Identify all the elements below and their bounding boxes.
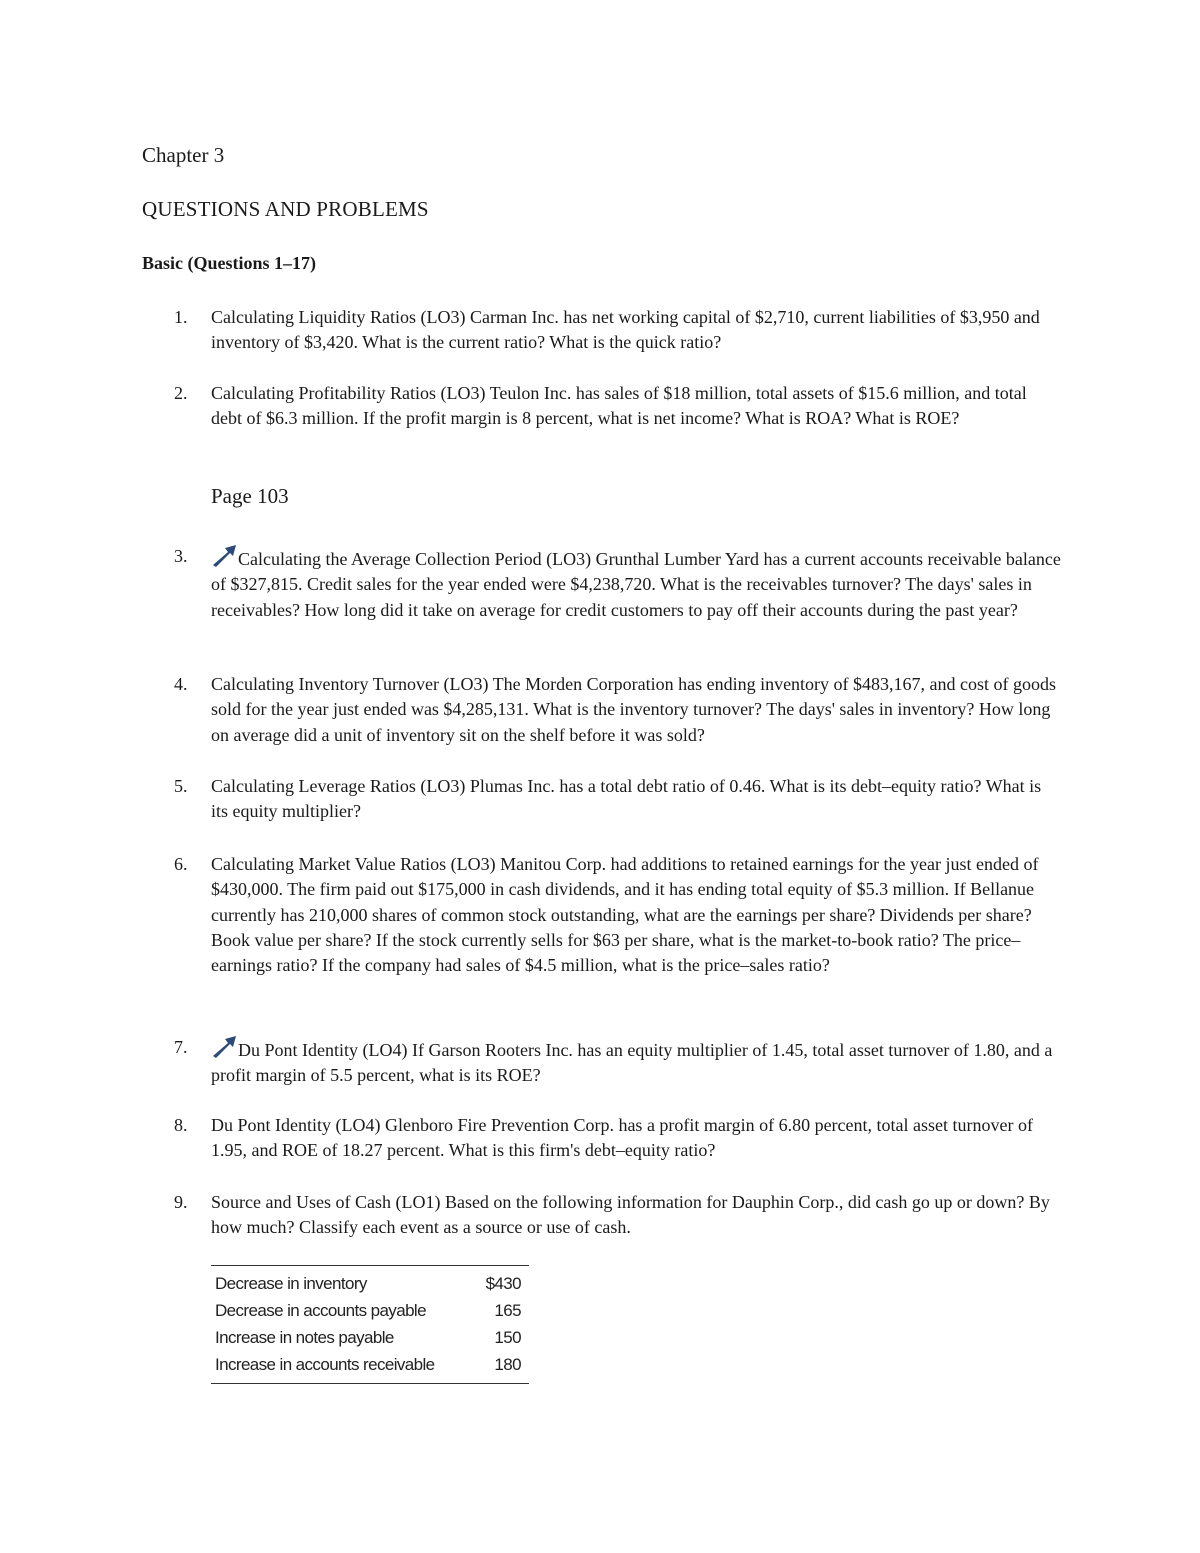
question-number: 1. <box>174 307 188 327</box>
row-amount: 180 <box>494 1355 521 1374</box>
question-text-block <box>211 544 1061 623</box>
arrow-icon <box>211 1035 237 1059</box>
row-label: Decrease in inventory <box>215 1274 367 1293</box>
row-amount: 165 <box>494 1301 521 1320</box>
table-row <box>211 1351 529 1378</box>
arrow-icon <box>211 544 237 568</box>
question-text: Source and Uses of Cash (LO1) Based on the following information for Dauphin Corp., did cash go up or down? By how much? Classify each event as a source or use of cash. <box>211 1192 1050 1238</box>
question-text-block <box>211 1035 1061 1089</box>
row-label: Decrease in accounts payable <box>215 1301 426 1320</box>
cash-flow-table <box>211 1265 529 1384</box>
question-text: Du Pont Identity (LO4) Glenboro Fire Prevention Corp. has a profit margin of 6.80 percent, total asset turnover of 1.95, and ROE of 18.27 percent. What is this firm's debt–equity ratio? <box>211 1115 1033 1161</box>
question-number: 2. <box>174 383 188 403</box>
page-reference: Page 103 <box>211 484 289 508</box>
table-row <box>211 1270 529 1297</box>
question-number: 3. <box>174 546 188 566</box>
question-number: 5. <box>174 776 188 796</box>
row-amount: $430 <box>485 1274 521 1293</box>
table-row <box>211 1297 529 1324</box>
chapter-title: Chapter 3 <box>142 143 225 167</box>
row-amount: 150 <box>494 1328 521 1347</box>
question-text: Calculating Market Value Ratios (LO3) Manitou Corp. had additions to retained earnings for the year just ended of $430,000. The firm paid out $175,000 in cash dividends, and it has ending total equity of $5.3 million. If Bellanue currently has 210,000 shares of common stock outstanding, what are the earnings per share? Dividends per share? Book value per share? If the stock currently sells for $63 per share, what is the market-to-book ratio? The price–earnings ratio? If the company had sales of $4.5 million, what is the price–sales ratio? <box>211 854 1039 976</box>
question-text: Calculating Liquidity Ratios (LO3) Carman Inc. has net working capital of $2,710, current liabilities of $3,950 and inventory of $3,420. What is the current ratio? What is the quick ratio? <box>211 307 1040 353</box>
row-label: Increase in accounts receivable <box>215 1355 435 1374</box>
question-number: 6. <box>174 854 188 874</box>
question-number: 7. <box>174 1037 188 1057</box>
question-number: 4. <box>174 674 188 694</box>
question-text: Calculating Inventory Turnover (LO3) The Morden Corporation has ending inventory of $483,167, and cost of goods sold for the year just ended was $4,285,131. What is the inventory turnover? The days' sales in inventory? How long on average did a unit of inventory sit on the shelf before it was sold? <box>211 674 1057 745</box>
question-number: 9. <box>174 1192 188 1212</box>
section-heading: QUESTIONS AND PROBLEMS <box>142 197 429 221</box>
row-label: Increase in notes payable <box>215 1328 394 1347</box>
basic-questions-heading: Basic (Questions 1–17) <box>142 253 317 273</box>
question-text: Calculating Leverage Ratios (LO3) Plumas Inc. has a total debt ratio of 0.46. What is its debt–equity ratio? What is its equity multiplier? <box>211 776 1042 822</box>
question-text: Calculating the Average Collection Period (LO3) Grunthal Lumber Yard has a current accounts receivable balance of $327,815. Credit sales for the year ended were $4,238,720. What is the receivables turnover? The days' sales in receivables? How long did it take on average for credit customers to pay off their accounts during the past year? <box>211 549 1061 620</box>
table-row <box>211 1324 529 1351</box>
question-text: Calculating Profitability Ratios (LO3) Teulon Inc. has sales of $18 million, total assets of $15.6 million, and total debt of $6.3 million. If the profit margin is 8 percent, what is net income? What is ROA? What is ROE? <box>211 383 1027 429</box>
question-number: 8. <box>174 1115 188 1135</box>
question-text: Du Pont Identity (LO4) If Garson Rooters Inc. has an equity multiplier of 1.45, total asset turnover of 1.80, and a profit margin of 5.5 percent, what is its ROE? <box>211 1040 1053 1086</box>
